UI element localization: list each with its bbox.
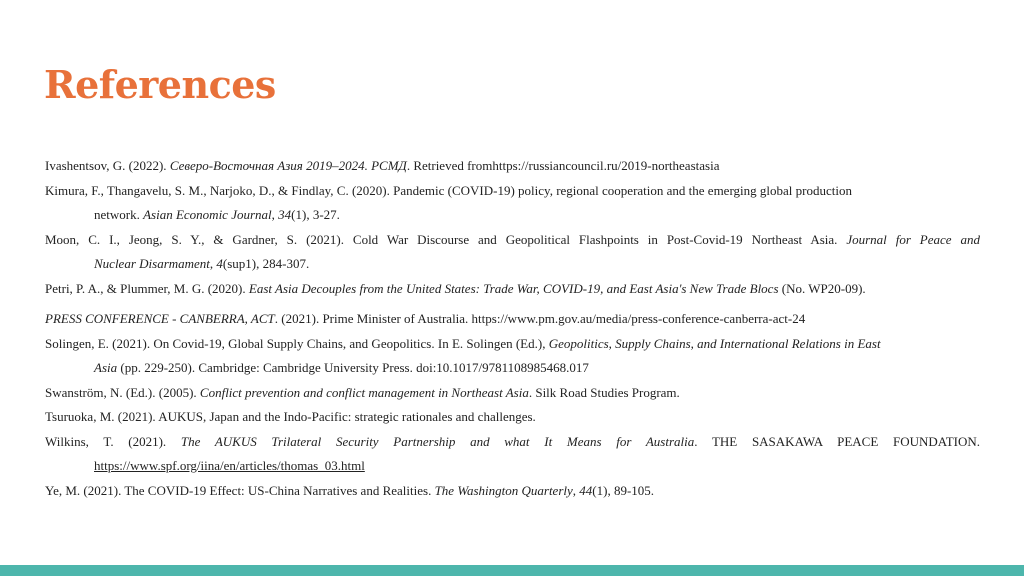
ref-title: Geopolitics, Supply Chains, and International Relations in East (548, 335, 881, 351)
ref-text: , (271, 207, 279, 222)
ref-text: Swanström, N. (Ed.). (2005). (45, 384, 200, 400)
ref-text: (sup1), 284-307. (222, 256, 310, 271)
reference-line (45, 307, 980, 332)
reference-solingen (45, 332, 980, 381)
reference-petri (45, 277, 980, 302)
ref-text: Solingen, E. (2021). On Covid-19, Global Supply Chains, and Geopolitics. In E. Solingen (Ed.), (45, 335, 549, 351)
ref-text: . THE SASAKAWA PEACE FOUNDATION. (694, 433, 980, 449)
reference-line (45, 430, 980, 455)
reference-swanstrom (45, 381, 980, 406)
ref-text: (No. WP20-09). (778, 280, 866, 296)
ref-title: Северо-Восточная Азия 2019–2024. РСМД (169, 158, 407, 173)
ref-text: network. (94, 207, 144, 222)
ref-title: Asia (94, 360, 118, 375)
reference-link[interactable]: https://www.spf.org/iina/en/articles/thomas_03.html (94, 458, 365, 473)
reference-line (45, 154, 980, 179)
ref-text: (1), 3-27. (291, 207, 340, 222)
reference-list (45, 154, 980, 503)
ref-journal: Asian Economic Journal (143, 207, 272, 222)
reference-ye (45, 479, 980, 504)
reference-line (45, 228, 980, 253)
ref-text: , (572, 482, 580, 498)
reference-line (45, 203, 980, 228)
ref-journal: Nuclear Disarmament (94, 256, 210, 271)
ref-text: . Retrieved fromhttps://russiancouncil.ru/2019-northeastasia (406, 158, 720, 173)
ref-text: Ye, M. (2021). The COVID-19 Effect: US-China Narratives and Realities. (45, 482, 435, 498)
ref-text: (1), 89-105. (592, 482, 655, 498)
reference-kimura (45, 179, 980, 228)
reference-line: Tsuruoka, M. (2021). AUKUS, Japan and the Indo-Pacific: strategic rationales and challenges. (45, 409, 536, 424)
reference-line (45, 381, 980, 406)
page-title: References (44, 62, 276, 107)
ref-text: . Silk Road Studies Program. (528, 384, 680, 400)
ref-volume: 44 (579, 482, 593, 498)
ref-text: . (2021). Prime Minister of Australia. https://www.pm.gov.au/media/press-conference-canberra-act-24 (274, 311, 806, 326)
ref-text: Moon, C. I., Jeong, S. Y., & Gardner, S. (2021). Cold War Discourse and Geopolitical Flashpoints in Post-Covid-19 Northeast Asia. (45, 231, 847, 247)
reference-wilkins (45, 430, 980, 479)
reference-line (45, 277, 980, 302)
reference-line (45, 454, 980, 479)
reference-moon (45, 228, 980, 277)
ref-title: East Asia Decouples from the United States: Trade War, COVID-19, and East Asia's New Trade Blocs (248, 280, 779, 296)
reference-line (45, 252, 980, 277)
ref-text: Wilkins, T. (2021). (45, 433, 181, 449)
reference-ivashentsov (45, 154, 980, 179)
ref-volume: 34 (278, 207, 292, 222)
reference-line (45, 332, 980, 357)
ref-title: PRESS CONFERENCE - CANBERRA, ACT (45, 311, 275, 326)
ref-text: , (209, 256, 217, 271)
reference-tsuruoka (45, 405, 980, 430)
ref-text: (pp. 229-250). Cambridge: Cambridge University Press. doi:10.1017/9781108985468.017 (117, 360, 589, 375)
reference-press-conference (45, 307, 980, 332)
reference-line: Kimura, F., Thangavelu, S. M., Narjoko, D., & Findlay, C. (2020). Pandemic (COVID-19) policy, regional cooperation and the emerging global production (45, 182, 852, 198)
bottom-accent-bar (0, 565, 1024, 576)
reference-line (45, 356, 980, 381)
ref-text: Ivashentsov, G. (2022). (45, 158, 170, 173)
reference-line (45, 479, 980, 504)
ref-title: Conflict prevention and conflict management in Northeast Asia (199, 384, 529, 400)
ref-journal: Journal for Peace and (846, 231, 980, 247)
ref-journal: The Washington Quarterly (434, 482, 573, 498)
ref-volume: 4 (216, 256, 223, 271)
ref-title: The AUKUS Trilateral Security Partnership and what It Means for Australia (180, 433, 695, 449)
ref-text: Petri, P. A., & Plummer, M. G. (2020). (45, 280, 249, 296)
